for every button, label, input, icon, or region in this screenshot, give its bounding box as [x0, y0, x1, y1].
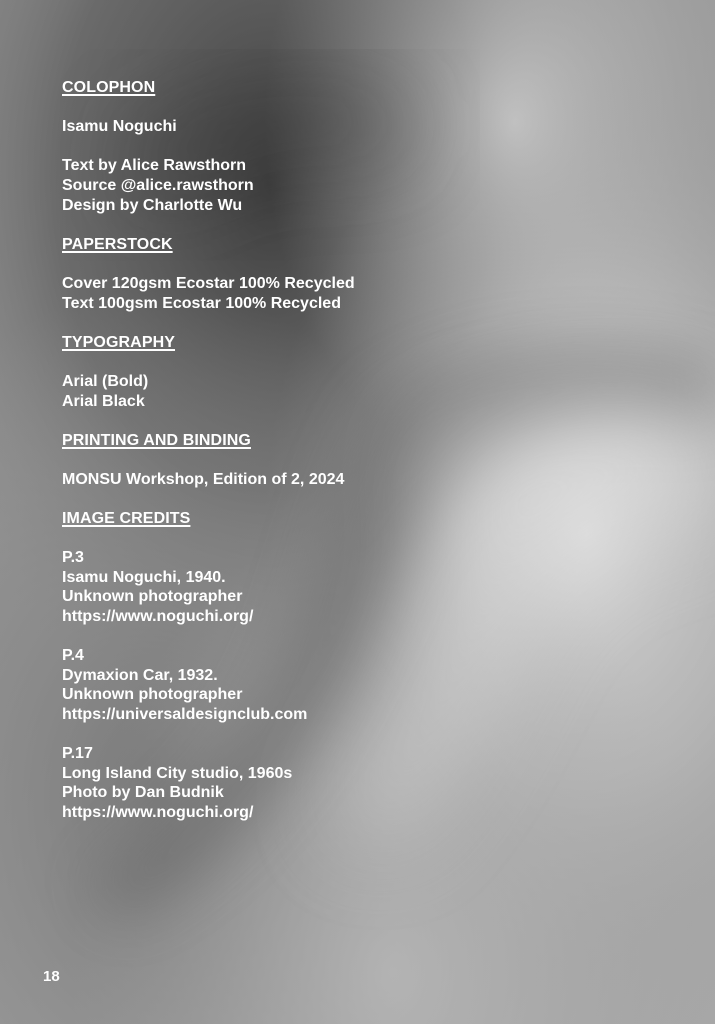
book-title: Isamu Noguchi — [62, 118, 177, 136]
typography-heading: TYPOGRAPHY — [62, 333, 176, 351]
image-credit-item — [62, 548, 662, 626]
credit-photographer: Unknown photographer — [62, 686, 243, 704]
image-credit-item — [62, 744, 662, 822]
credit-page-ref: P.4 — [62, 647, 84, 665]
printing-section — [62, 431, 662, 490]
image-credits-heading: IMAGE CREDITS — [62, 510, 191, 528]
colophon-section — [62, 78, 662, 215]
paperstock-heading: PAPERSTOCK — [62, 235, 173, 253]
credit-source: Source @alice.rawsthorn — [62, 176, 254, 194]
credit-caption: Isamu Noguchi, 1940. — [62, 568, 226, 586]
colophon-title-block — [62, 117, 662, 137]
colophon-text — [62, 78, 662, 842]
paperstock-section — [62, 235, 662, 313]
printing-heading: PRINTING AND BINDING — [62, 431, 251, 449]
typography-section — [62, 333, 662, 411]
colophon-credits — [62, 156, 662, 215]
credit-url: https://www.noguchi.org/ — [62, 803, 254, 821]
credit-caption: Dymaxion Car, 1932. — [62, 666, 218, 684]
credit-url: https://www.noguchi.org/ — [62, 608, 254, 626]
typeface-secondary: Arial Black — [62, 392, 145, 410]
image-credit-item — [62, 646, 662, 724]
printing-info: MONSU Workshop, Edition of 2, 2024 — [62, 470, 345, 488]
credit-url: https://universaldesignclub.com — [62, 706, 308, 723]
credit-page-ref: P.17 — [62, 745, 93, 763]
colophon-heading: COLOPHON — [62, 79, 156, 96]
credit-design: Design by Charlotte Wu — [62, 196, 243, 214]
typeface-primary: Arial (Bold) — [62, 372, 149, 390]
credit-page-ref: P.3 — [62, 549, 84, 567]
paperstock-text: Text 100gsm Ecostar 100% Recycled — [62, 294, 341, 312]
credit-photographer: Unknown photographer — [62, 588, 243, 606]
credit-caption: Long Island City studio, 1960s — [62, 764, 293, 782]
page-number: 18 — [43, 968, 60, 985]
image-credits-section — [62, 509, 662, 823]
paperstock-cover: Cover 120gsm Ecostar 100% Recycled — [62, 274, 355, 292]
credit-text-author: Text by Alice Rawsthorn — [62, 157, 247, 175]
credit-photographer: Photo by Dan Budnik — [62, 784, 224, 802]
